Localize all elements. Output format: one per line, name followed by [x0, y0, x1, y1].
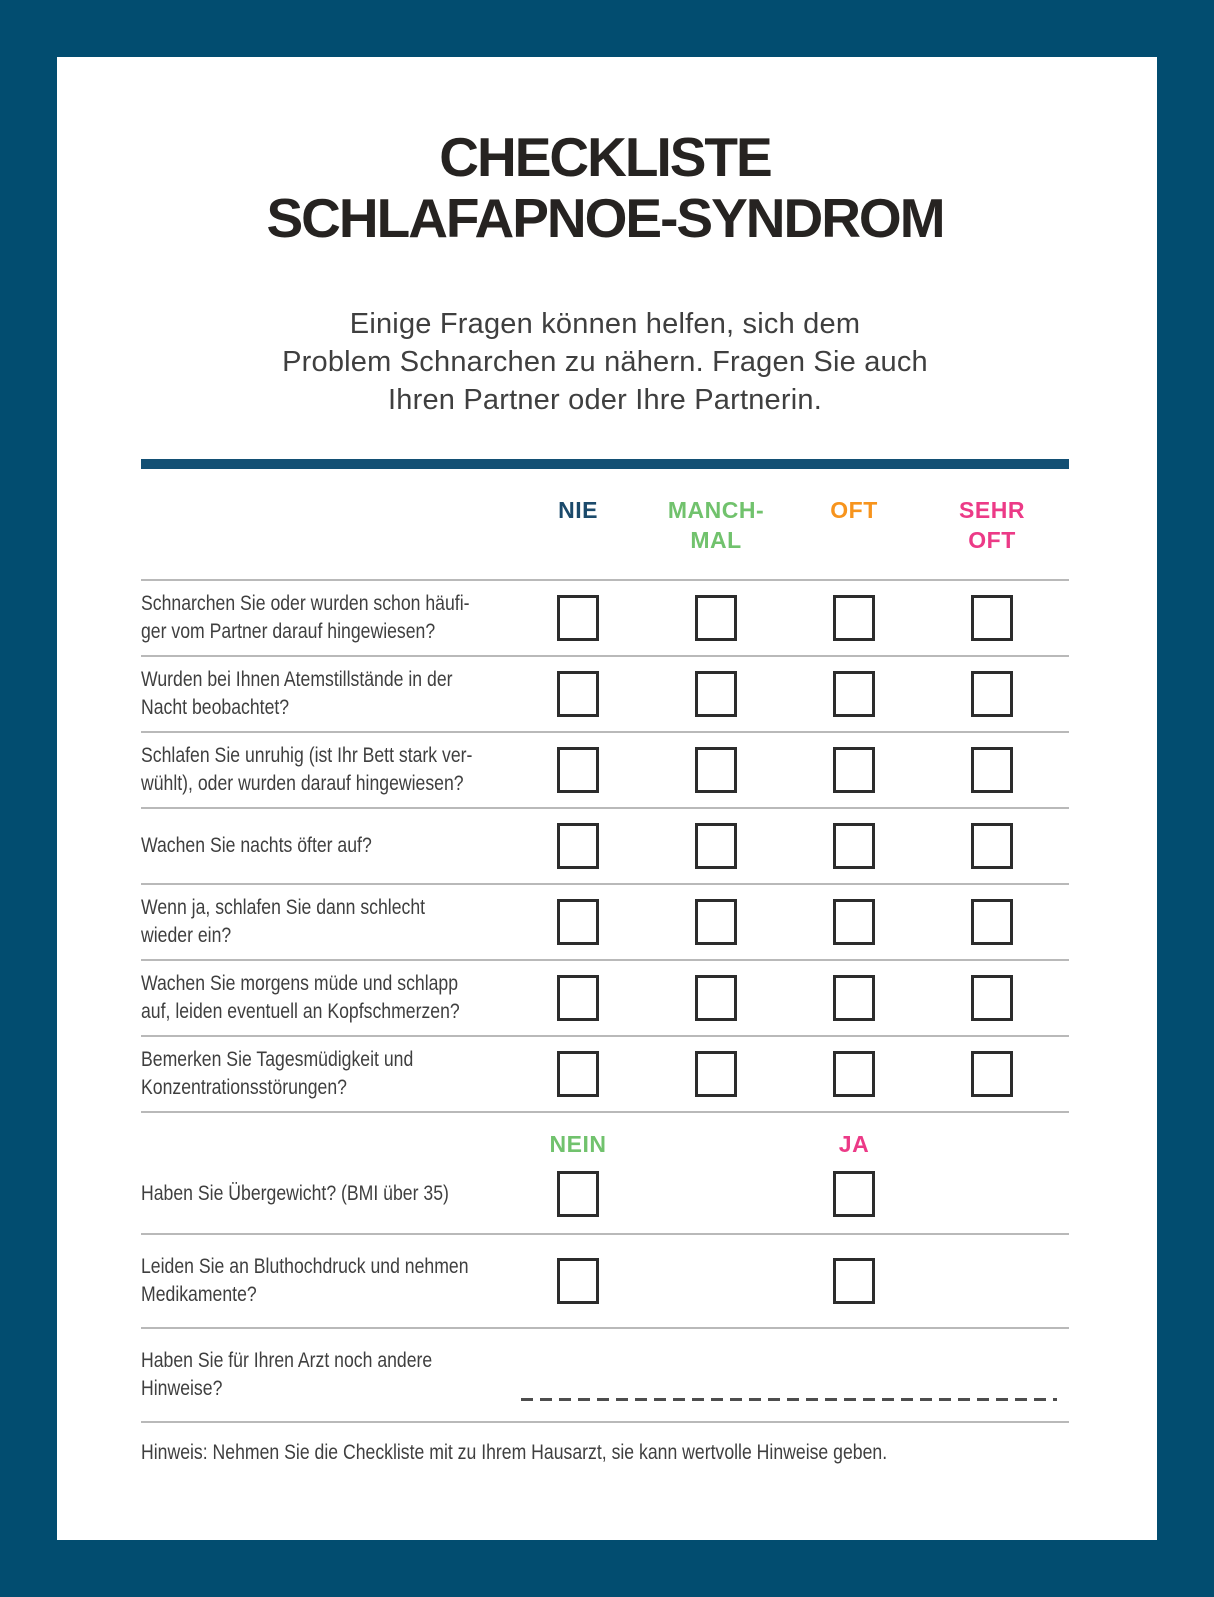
- frequency-header-row: [141, 469, 1069, 579]
- column-header-oft: OFT: [830, 497, 878, 523]
- checkbox-q7-sehr-oft[interactable]: [971, 1051, 1013, 1097]
- checkbox-q9-ja[interactable]: [833, 1258, 875, 1304]
- column-header-ja: JA: [838, 1131, 870, 1157]
- page-title: [141, 127, 1069, 249]
- checkbox-q3-sehr-oft[interactable]: [971, 747, 1013, 793]
- column-header-nie: NIE: [558, 497, 598, 523]
- question-text-4: Wachen Sie nachts öfter auf?: [141, 834, 372, 857]
- question-row-8: [141, 1163, 1069, 1233]
- checkbox-q2-oft[interactable]: [833, 671, 875, 717]
- checkbox-q1-manchmal[interactable]: [695, 595, 737, 641]
- checkbox-q7-manchmal[interactable]: [695, 1051, 737, 1097]
- checkbox-q4-manchmal[interactable]: [695, 823, 737, 869]
- footer-note: Hinweis: Nehmen Sie die Checkliste mit zu Ihrem Hausarzt, sie kann wertvolle Hinweise geben.: [141, 1441, 888, 1464]
- checkbox-q6-oft[interactable]: [833, 975, 875, 1021]
- question-text-5: Wenn ja, schlafen Sie dann schlecht wieder ein?: [141, 896, 426, 947]
- checkbox-q2-nie[interactable]: [557, 671, 599, 717]
- checkbox-q5-nie[interactable]: [557, 899, 599, 945]
- question-text-3: Schlafen Sie unruhig (ist Ihr Bett stark ver- wühlt), oder wurden darauf hingewiesen?: [141, 744, 473, 795]
- question-row-3: [141, 733, 1069, 807]
- checkbox-q2-manchmal[interactable]: [695, 671, 737, 717]
- page-content: [57, 57, 1157, 1466]
- checkbox-q9-nein[interactable]: [557, 1258, 599, 1304]
- checkbox-q5-oft[interactable]: [833, 899, 875, 945]
- checkbox-q6-nie[interactable]: [557, 975, 599, 1021]
- checkbox-q7-oft[interactable]: [833, 1051, 875, 1097]
- checkbox-q8-ja[interactable]: [833, 1171, 875, 1217]
- checkbox-q8-nein[interactable]: [557, 1171, 599, 1217]
- checkbox-q7-nie[interactable]: [557, 1051, 599, 1097]
- checkbox-q1-sehr-oft[interactable]: [971, 595, 1013, 641]
- checkbox-q1-nie[interactable]: [557, 595, 599, 641]
- intro-text: [141, 305, 1069, 419]
- yes-no-header-row: [141, 1113, 1069, 1163]
- checkbox-q4-oft[interactable]: [833, 823, 875, 869]
- checkbox-q3-nie[interactable]: [557, 747, 599, 793]
- question-text-7: Bemerken Sie Tagesmüdigkeit und Konzentrationsstörungen?: [141, 1048, 414, 1099]
- checkbox-q1-oft[interactable]: [833, 595, 875, 641]
- question-text-2: Wurden bei Ihnen Atemstillstände in der Nacht beobachtet?: [141, 668, 453, 719]
- question-row-5: [141, 885, 1069, 959]
- question-row-6: [141, 961, 1069, 1035]
- intro-line: Problem Schnarchen zu nähern. Fragen Sie auch: [282, 346, 928, 378]
- question-row-4: [141, 809, 1069, 883]
- page: [57, 57, 1157, 1540]
- page-title-line1: CHECKLISTE: [439, 126, 771, 188]
- write-in-line[interactable]: [521, 1398, 1057, 1401]
- question-text-8: Haben Sie Übergewicht? (BMI über 35): [141, 1182, 449, 1205]
- question-text-10: Haben Sie für Ihren Arzt noch andere Hinweise?: [141, 1349, 433, 1400]
- checkbox-q3-oft[interactable]: [833, 747, 875, 793]
- column-header-sehr-oft: SEHR OFT: [959, 497, 1025, 553]
- checkbox-q6-sehr-oft[interactable]: [971, 975, 1013, 1021]
- column-header-nein: NEIN: [549, 1131, 607, 1157]
- question-text-6: Wachen Sie morgens müde und schlapp auf, leiden eventuell an Kopfschmerzen?: [141, 972, 460, 1023]
- question-row-1: [141, 581, 1069, 655]
- question-text-9: Leiden Sie an Bluthochdruck und nehmen Medikamente?: [141, 1255, 469, 1306]
- intro-line: Ihren Partner oder Ihre Partnerin.: [388, 384, 822, 416]
- question-row-7: [141, 1037, 1069, 1111]
- question-row-2: [141, 657, 1069, 731]
- question-row-10: [141, 1329, 1069, 1421]
- checkbox-q3-manchmal[interactable]: [695, 747, 737, 793]
- question-text-1: Schnarchen Sie oder wurden schon häufi- ger vom Partner darauf hingewiesen?: [141, 592, 470, 643]
- question-row-9: [141, 1235, 1069, 1327]
- checkbox-q2-sehr-oft[interactable]: [971, 671, 1013, 717]
- intro-line: Einige Fragen können helfen, sich dem: [349, 308, 861, 340]
- section-rule: [141, 459, 1069, 469]
- row-divider: [141, 1421, 1069, 1423]
- checkbox-q6-manchmal[interactable]: [695, 975, 737, 1021]
- column-header-manchmal: MANCH- MAL: [667, 497, 765, 553]
- checkbox-q5-manchmal[interactable]: [695, 899, 737, 945]
- page-title-line2: SCHLAFAPNOE-SYNDROM: [266, 187, 944, 249]
- checkbox-q4-nie[interactable]: [557, 823, 599, 869]
- checkbox-q5-sehr-oft[interactable]: [971, 899, 1013, 945]
- checkbox-q4-sehr-oft[interactable]: [971, 823, 1013, 869]
